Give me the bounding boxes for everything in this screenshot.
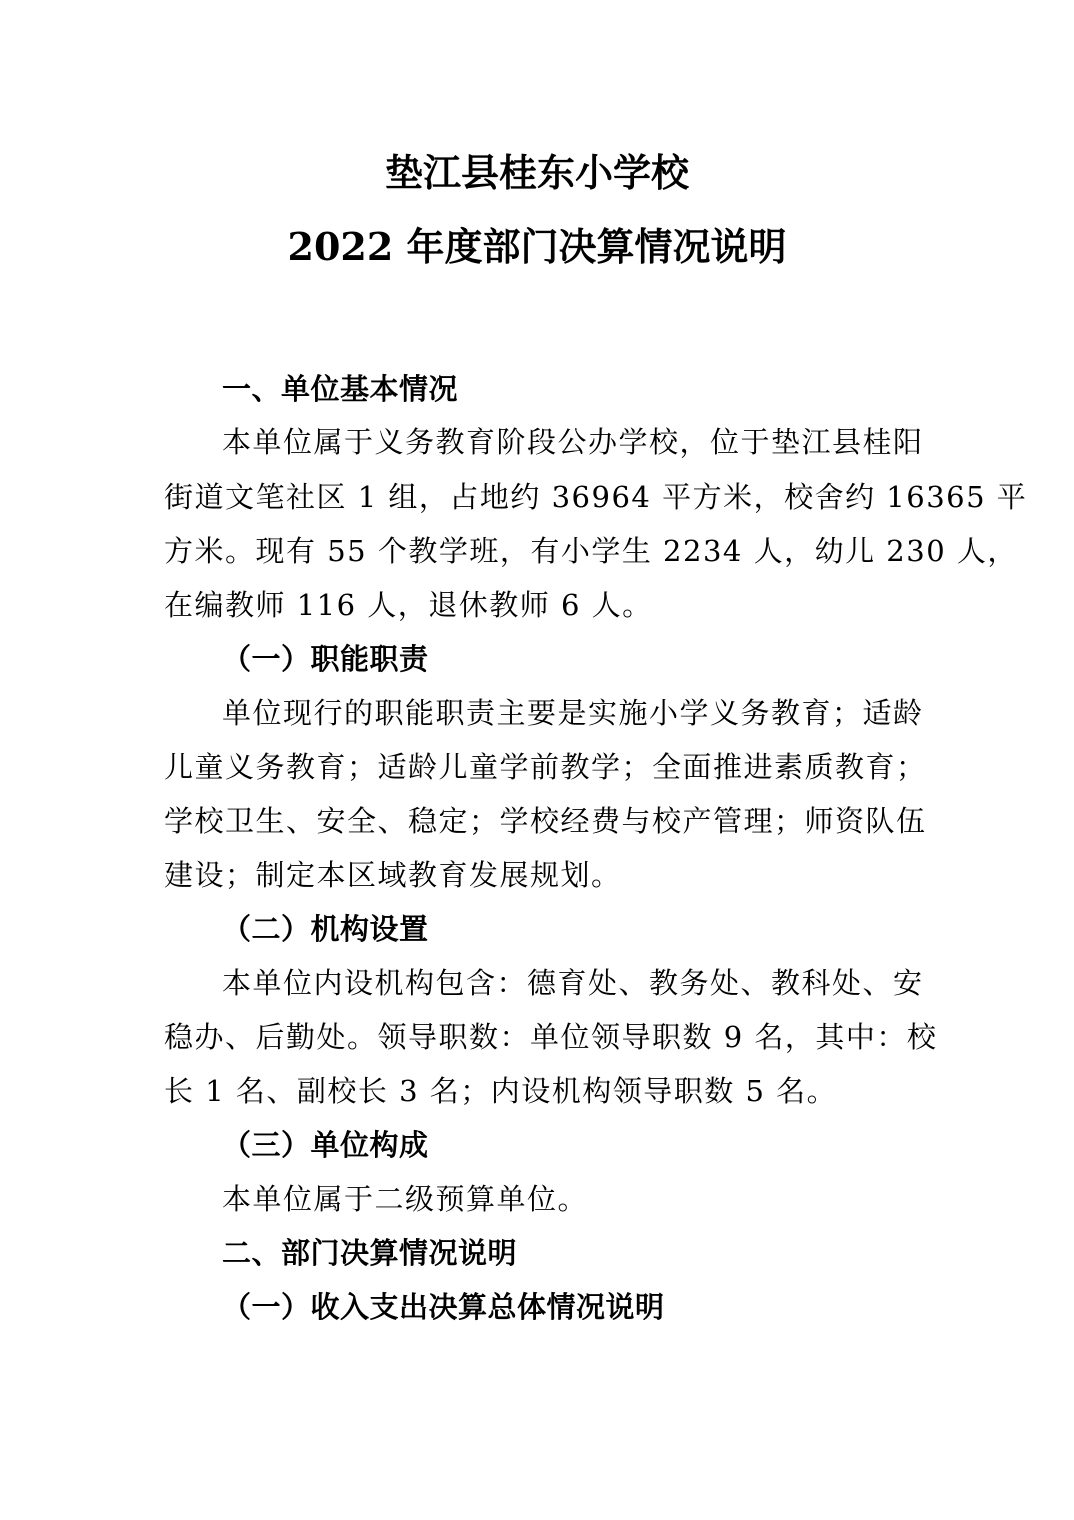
organization-line: 本单位内设机构包含：德育处、教务处、教科处、安	[222, 966, 924, 1000]
duties-line: 儿童义务教育；适龄儿童学前教学；全面推进素质教育；	[164, 750, 927, 784]
section2-sub1-heading: （一）收入支出决算总体情况说明	[222, 1290, 665, 1324]
subsection-duties-heading: （一）职能职责	[222, 642, 429, 676]
document-title-line1: 垫江县桂东小学校	[384, 150, 689, 195]
duties-line: 建设；制定本区域教育发展规划。	[164, 858, 622, 892]
section2-heading: 二、部门决算情况说明	[222, 1236, 518, 1270]
subsection-organization-heading: （二）机构设置	[222, 912, 429, 946]
section1-intro-line: 方米。现有 55 个教学班，有小学生 2234 人，幼儿 230 人，	[164, 534, 1018, 568]
composition-line: 本单位属于二级预算单位。	[222, 1182, 589, 1216]
section1-intro-line: 本单位属于义务教育阶段公办学校，位于垫江县桂阳	[222, 425, 924, 459]
organization-line: 长 1 名、副校长 3 名；内设机构领导职数 5 名。	[164, 1074, 838, 1108]
organization-line: 稳办、后勤处。领导职数：单位领导职数 9 名，其中：校	[164, 1020, 938, 1054]
section1-intro-line: 在编教师 116 人，退休教师 6 人。	[164, 588, 653, 622]
section1-heading: 一、单位基本情况	[222, 372, 459, 406]
document-title-line2: 2022 年度部门决算情况说明	[287, 224, 787, 269]
section1-intro-line: 街道文笔社区 1 组，占地约 36964 平方米，校舍约 16365 平	[164, 480, 1028, 514]
duties-line: 学校卫生、安全、稳定；学校经费与校产管理；师资队伍	[164, 804, 927, 838]
duties-line: 单位现行的职能职责主要是实施小学义务教育；适龄	[222, 696, 924, 730]
subsection-composition-heading: （三）单位构成	[222, 1128, 429, 1162]
